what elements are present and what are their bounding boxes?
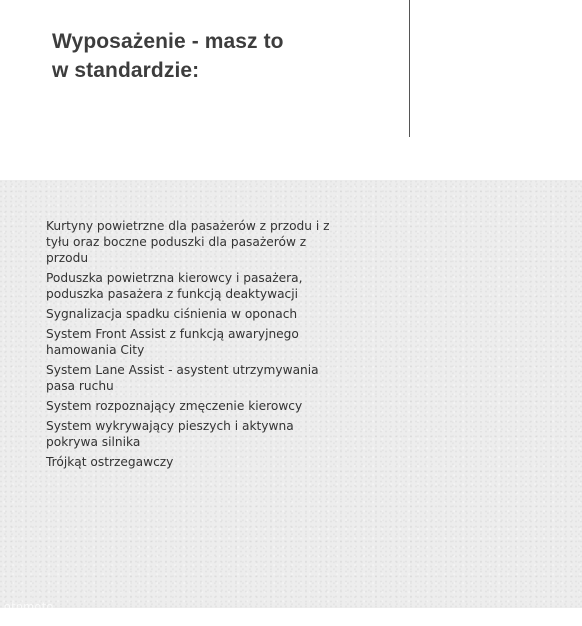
equipment-item — [46, 454, 346, 470]
equipment-item — [46, 218, 346, 266]
equipment-item-line: System wykrywający pieszych i aktywna — [46, 419, 294, 433]
equipment-item-line: System rozpoznający zmęczenie kierowcy — [46, 399, 303, 413]
equipment-item-line: System Front Assist z funkcją awaryjnego — [46, 327, 299, 341]
equipment-item — [46, 270, 346, 302]
equipment-item-line: pokrywa silnika — [46, 435, 141, 449]
equipment-item-line: Poduszka powietrzna kierowcy i pasażera, — [46, 271, 303, 285]
equipment-item — [46, 326, 346, 358]
equipment-item-line: System Lane Assist - asystent utrzymywania — [46, 363, 319, 377]
equipment-item — [46, 306, 346, 322]
equipment-item-line: Kurtyny powietrzne dla pasażerów z przodu i z — [46, 219, 330, 233]
section-heading-line-2: w standardzie: — [52, 59, 200, 82]
equipment-item-line: przodu — [46, 251, 89, 265]
otomoto-watermark: otomoto — [4, 600, 54, 613]
equipment-item — [46, 418, 346, 450]
vertical-divider — [409, 0, 410, 137]
section-heading-line-1: Wyposażenie - masz to — [52, 30, 284, 53]
equipment-list — [46, 218, 346, 474]
equipment-item-line: Sygnalizacja spadku ciśnienia w oponach — [46, 307, 298, 321]
equipment-item — [46, 398, 346, 414]
equipment-item-line: poduszka pasażera z funkcją deaktywacji — [46, 287, 299, 301]
equipment-item-line: Trójkąt ostrzegawczy — [46, 455, 174, 469]
equipment-item-line: pasa ruchu — [46, 379, 114, 393]
equipment-item-line: tyłu oraz boczne poduszki dla pasażerów z — [46, 235, 307, 249]
equipment-item-line: hamowania City — [46, 343, 145, 357]
equipment-item — [46, 362, 346, 394]
section-heading — [52, 27, 284, 85]
